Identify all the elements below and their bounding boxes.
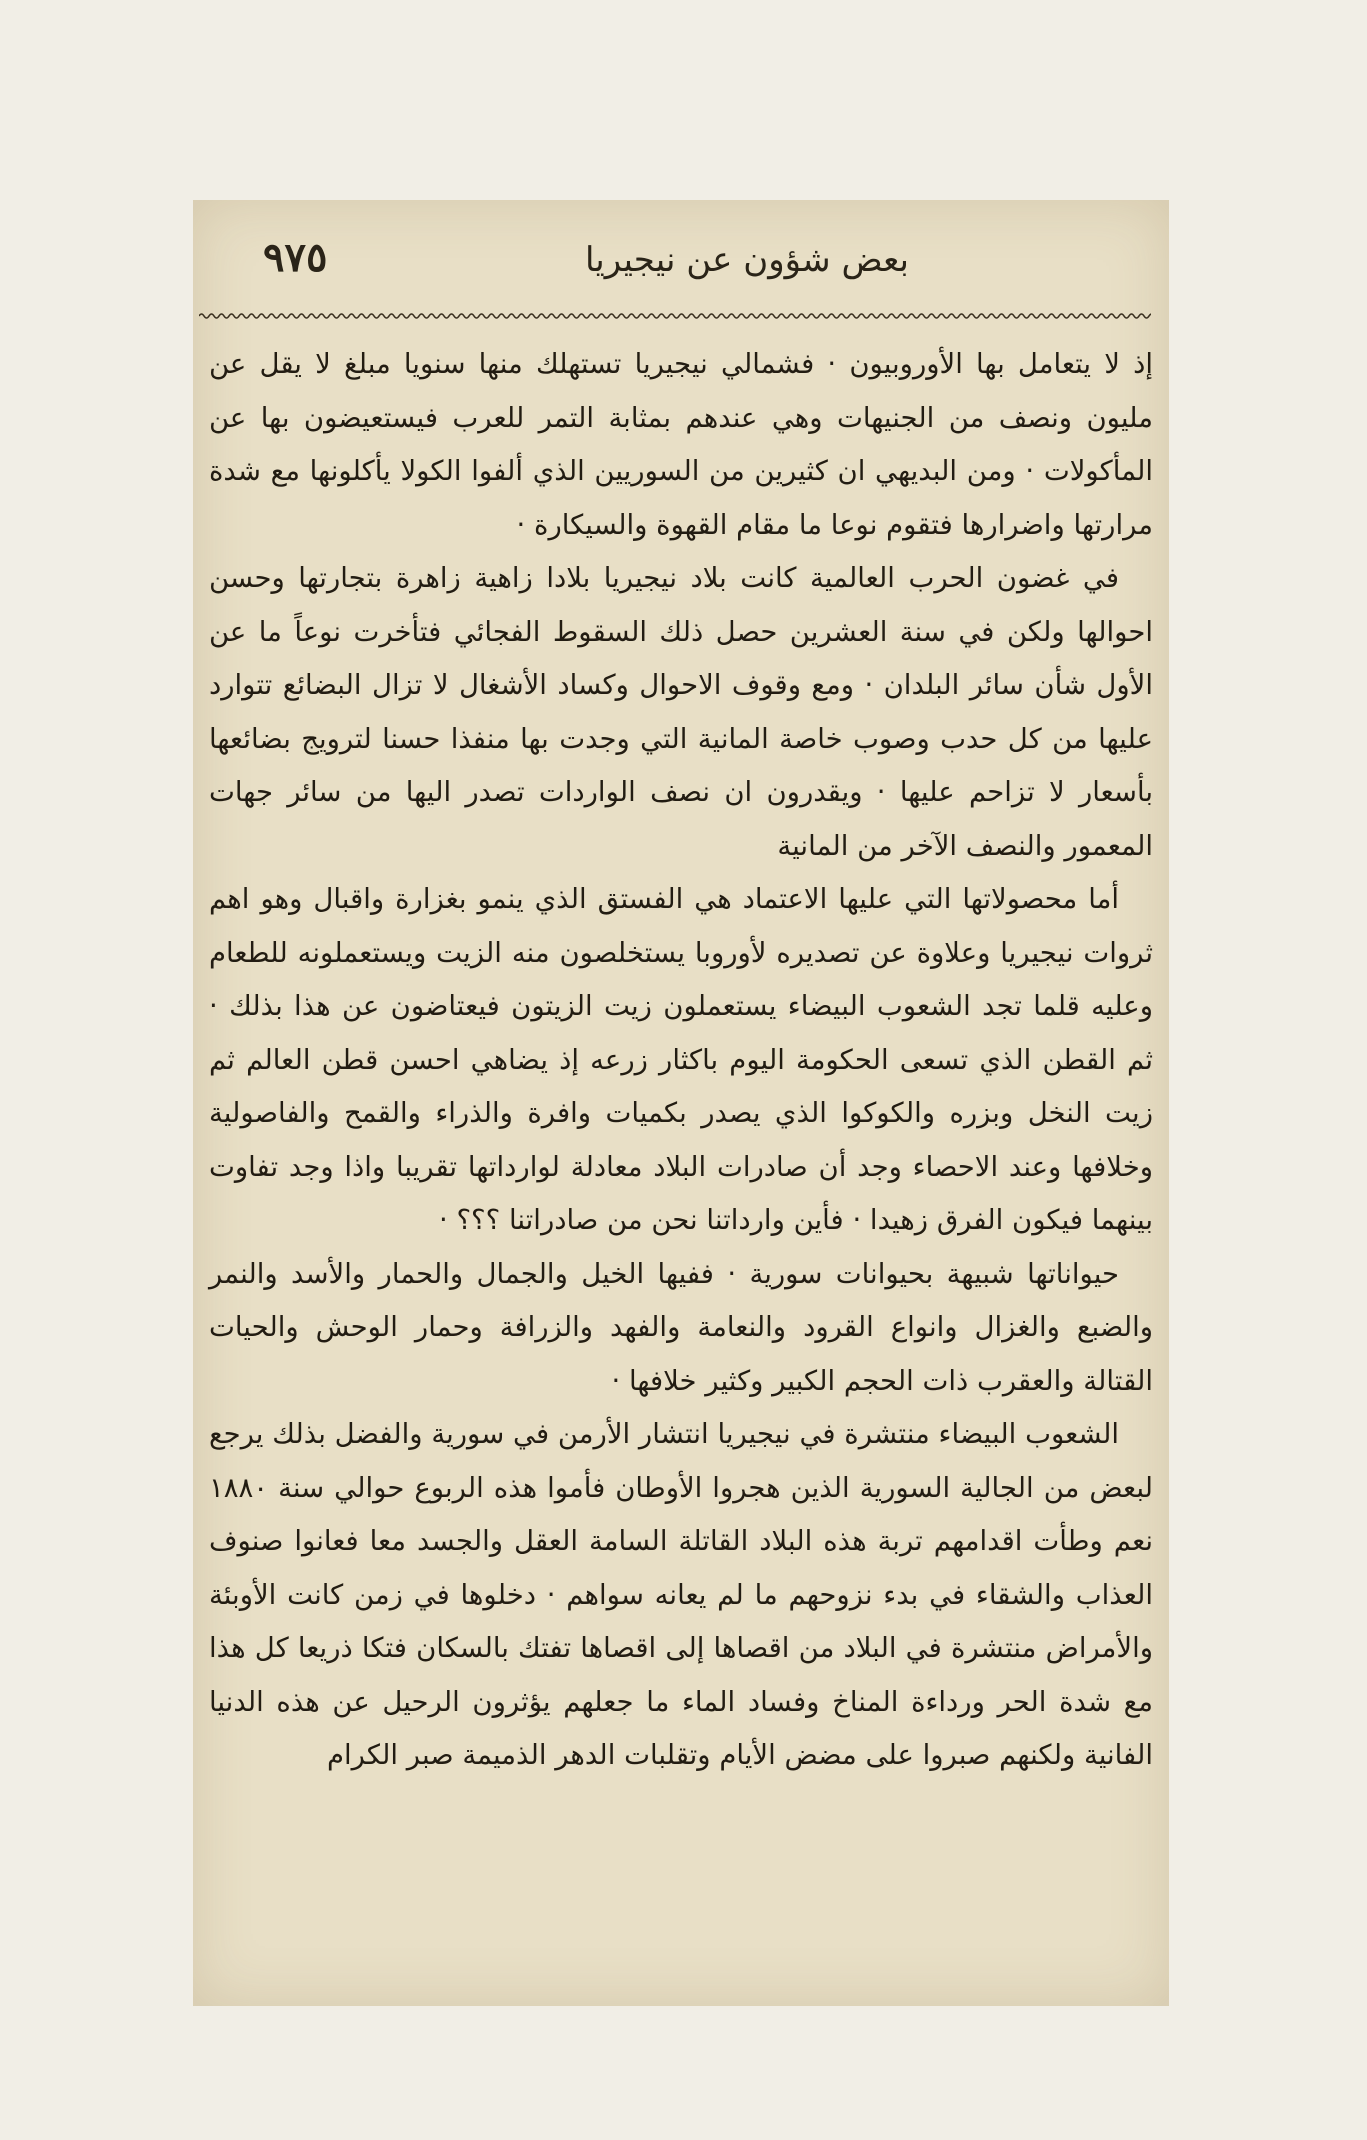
body-text [209,338,1153,1783]
paragraph: الشعوب البيضاء منتشرة في نيجيريا انتشار الأرمن في سورية والفضل بذلك يرجع لبعض من الجالية السورية الذين هجروا الأوطان فأموا هذه الربوع حوالي سنة ١٨٨٠ نعم وطأت اقدامهم تربة هذه البلاد القاتلة السامة العقل والجسد معا فعانوا صنوف العذاب والشقاء في بدء نزوحهم ما لم يعانه سواهم · دخلوها في زمن كانت الأوبئة والأمراض منتشرة في البلاد من اقصاها إلى اقصاها تفتك بالسكان فتكا ذريعا كل هذا مع شدة الحر ورداءة المناخ وفساد الماء ما جعلهم يؤثرون الرحيل عن هذه الدنيا الفانية ولكنهم صبروا على مضض الأيام وتقلبات الدهر الذميمة صبر الكرام [209,1418,1153,1771]
book-page [193,200,1169,2006]
page-number: ٩٧٥ [263,234,328,281]
paragraph: في غضون الحرب العالمية كانت بلاد نيجيريا بلادا زاهية زاهرة بتجارتها وحسن احوالها ولكن في سنة العشرين حصل ذلك السقوط الفجائي فتأخرت نوعاً ما عن الأول شأن سائر البلدان · ومع وقوف الاحوال وكساد الأشغال لا تزال البضائع تتوارد عليها من كل حدب وصوب خاصة المانية التي وجدت بها منفذا حسنا لترويج بضائعها بأسعار لا تزاحم عليها · ويقدرون ان نصف الواردات تصدر اليها من سائر جهات المعمور والنصف الآخر من المانية [209,562,1153,862]
paragraph: حيواناتها شبيهة بحيوانات سورية · ففيها الخيل والجمال والحمار والأسد والنمر والضبع والغزال وانواع القرود والنعامة والفهد والزرافة وحمار الوحش والحيات القتالة والعقرب ذات الحجم الكبير وكثير خلافها · [209,1257,1153,1397]
page-title: بعض شؤون عن نيجيريا [584,240,909,280]
page-header [233,230,1129,300]
paragraph: إذ لا يتعامل بها الأوروبيون · فشمالي نيجيريا تستهلك منها سنويا مبلغ لا يقل عن مليون ونصف من الجنيهات وهي عندهم بمثابة التمر للعرب فيستعيضون بها عن المأكولات · ومن البديهي ان كثيرين من السوريين الذي ألفوا الكولا يأكلونها مع شدة مرارتها واضرارها فتقوم نوعا ما مقام القهوة والسيكارة · [209,348,1153,541]
wavy-divider [199,310,1151,322]
paragraph: أما محصولاتها التي عليها الاعتماد هي الفستق الذي ينمو بغزارة واقبال وهو اهم ثروات نيجيريا وعلاوة عن تصديره لأوروبا يستخلصون منه الزيت ويستعملونه للطعام وعليه قلما تجد الشعوب البيضاء يستعملون زيت الزيتون فيعتاضون عن هذا بذلك · ثم القطن الذي تسعى الحكومة اليوم باكثار زرعه إذ يضاهي احسن قطن العالم ثم زيت النخل وبزره والكوكوا الذي يصدر بكميات وافرة والذراء والقمح والفاصولية وخلافها وعند الاحصاء وجد أن صادرات البلاد معادلة لوارداتها تقريبا واذا وجد تفاوت بينهما فيكون الفرق زهيدا · فأين وارداتنا نحن من صادراتنا ؟؟؟ · [209,883,1153,1236]
